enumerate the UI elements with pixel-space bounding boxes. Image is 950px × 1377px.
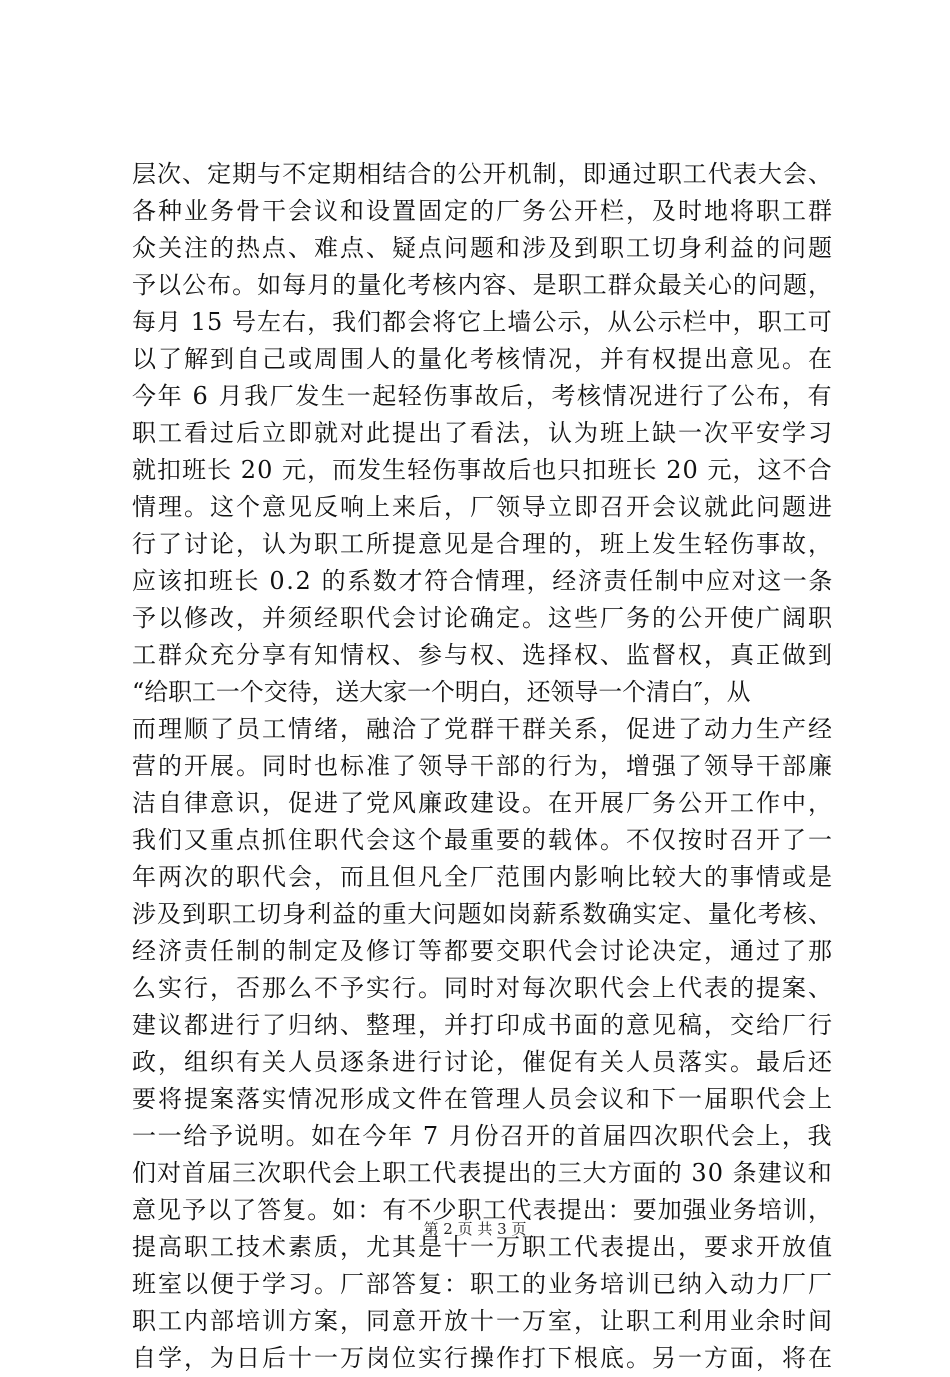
text-line: 们对首届三次职代会上职工代表提出的三大方面的 30 条建议和 [132, 1159, 833, 1187]
text-line: 职工看过后立即就对此提出了看法，认为班上缺一次平安学习 [132, 419, 834, 447]
text-line: 要将提案落实情况形成文件在管理人员会议和下一届职代会上 [132, 1085, 834, 1113]
text-line: 建议都进行了归纳、整理，并打印成书面的意见稿，交给厂行 [132, 1011, 834, 1039]
page-footer: 第 2 页 共 3 页 [423, 1220, 527, 1238]
text-line: 各种业务骨干会议和设置固定的厂务公开栏，及时地将职工群 [132, 197, 834, 225]
text-line: 意见予以了答复。如：有不少职工代表提出：要加强业务培训， [132, 1196, 834, 1224]
text-line: 涉及到职工切身利益的重大问题如岗薪系数确实定、量化考核、 [132, 900, 834, 928]
text-line: 么实行，否那么不予实行。同时对每次职代会上代表的提案、 [132, 974, 834, 1002]
text-line: 班室以便于学习。厂部答复：职工的业务培训已纳入动力厂厂 [132, 1270, 834, 1298]
text-line: 情理。这个意见反响上来后，厂领导立即召开会议就此问题进 [132, 493, 834, 521]
text-line: 我们又重点抓住职代会这个最重要的载体。不仅按时召开了一 [132, 826, 834, 854]
text-line: 就扣班长 20 元，而发生轻伤事故后也只扣班长 20 元，这不合 [132, 456, 833, 484]
text-line: 洁自律意识，促进了党风廉政建设。在开展厂务公开工作中， [132, 789, 834, 817]
text-line: 而理顺了员工情绪，融洽了党群干群关系，促进了动力生产经 [132, 715, 834, 743]
text-line: 以了解到自己或周围人的量化考核情况，并有权提出意见。在 [132, 345, 834, 373]
text-line: 行了讨论，认为职工所提意见是合理的，班上发生轻伤事故， [132, 530, 834, 558]
body-text [132, 156, 835, 1377]
text-line: 工群众充分享有知情权、参与权、选择权、监督权，真正做到 [132, 641, 834, 669]
text-line: 年两次的职代会，而且但凡全厂范围内影响比较大的事情或是 [132, 863, 834, 891]
text-line: 提高职工技术素质，尤其是十一万职工代表提出，要求开放值 [132, 1233, 834, 1261]
text-line: 今年 6 月我厂发生一起轻伤事故后，考核情况进行了公布，有 [132, 382, 834, 410]
text-line: 营的开展。同时也标准了领导干部的行为，增强了领导干部廉 [132, 752, 834, 780]
text-line: 予以公布。如每月的量化考核内容、是职工群众最关心的问题， [132, 271, 834, 299]
text-line: 应该扣班长 0.2 的系数才符合情理，经济责任制中应对这一条 [132, 567, 835, 595]
text-line: 层次、定期与不定期相结合的公开机制，即通过职工代表大会、 [132, 160, 834, 188]
text-line: 一一给予说明。如在今年 7 月份召开的首届四次职代会上，我 [132, 1122, 834, 1150]
text-line: 经济责任制的制定及修订等都要交职代会讨论决定，通过了那 [132, 937, 834, 965]
text-line: 自学，为日后十一万岗位实行操作打下根底。另一方面，将在 [132, 1344, 834, 1372]
text-line: 每月 15 号左右，我们都会将它上墙公示，从公示栏中，职工可 [132, 308, 833, 336]
text-line: 予以修改，并须经职代会讨论确定。这些厂务的公开使广阔职 [132, 604, 834, 632]
text-line: 职工内部培训方案，同意开放十一万室，让职工利用业余时间 [132, 1307, 834, 1335]
text-line: “给职工一个交待，送大家一个明白，还领导一个清白″，从 [132, 678, 751, 706]
text-line: 众关注的热点、难点、疑点问题和涉及到职工切身利益的问题 [132, 234, 834, 262]
text-line: 政，组织有关人员逐条进行讨论，催促有关人员落实。最后还 [132, 1048, 834, 1076]
